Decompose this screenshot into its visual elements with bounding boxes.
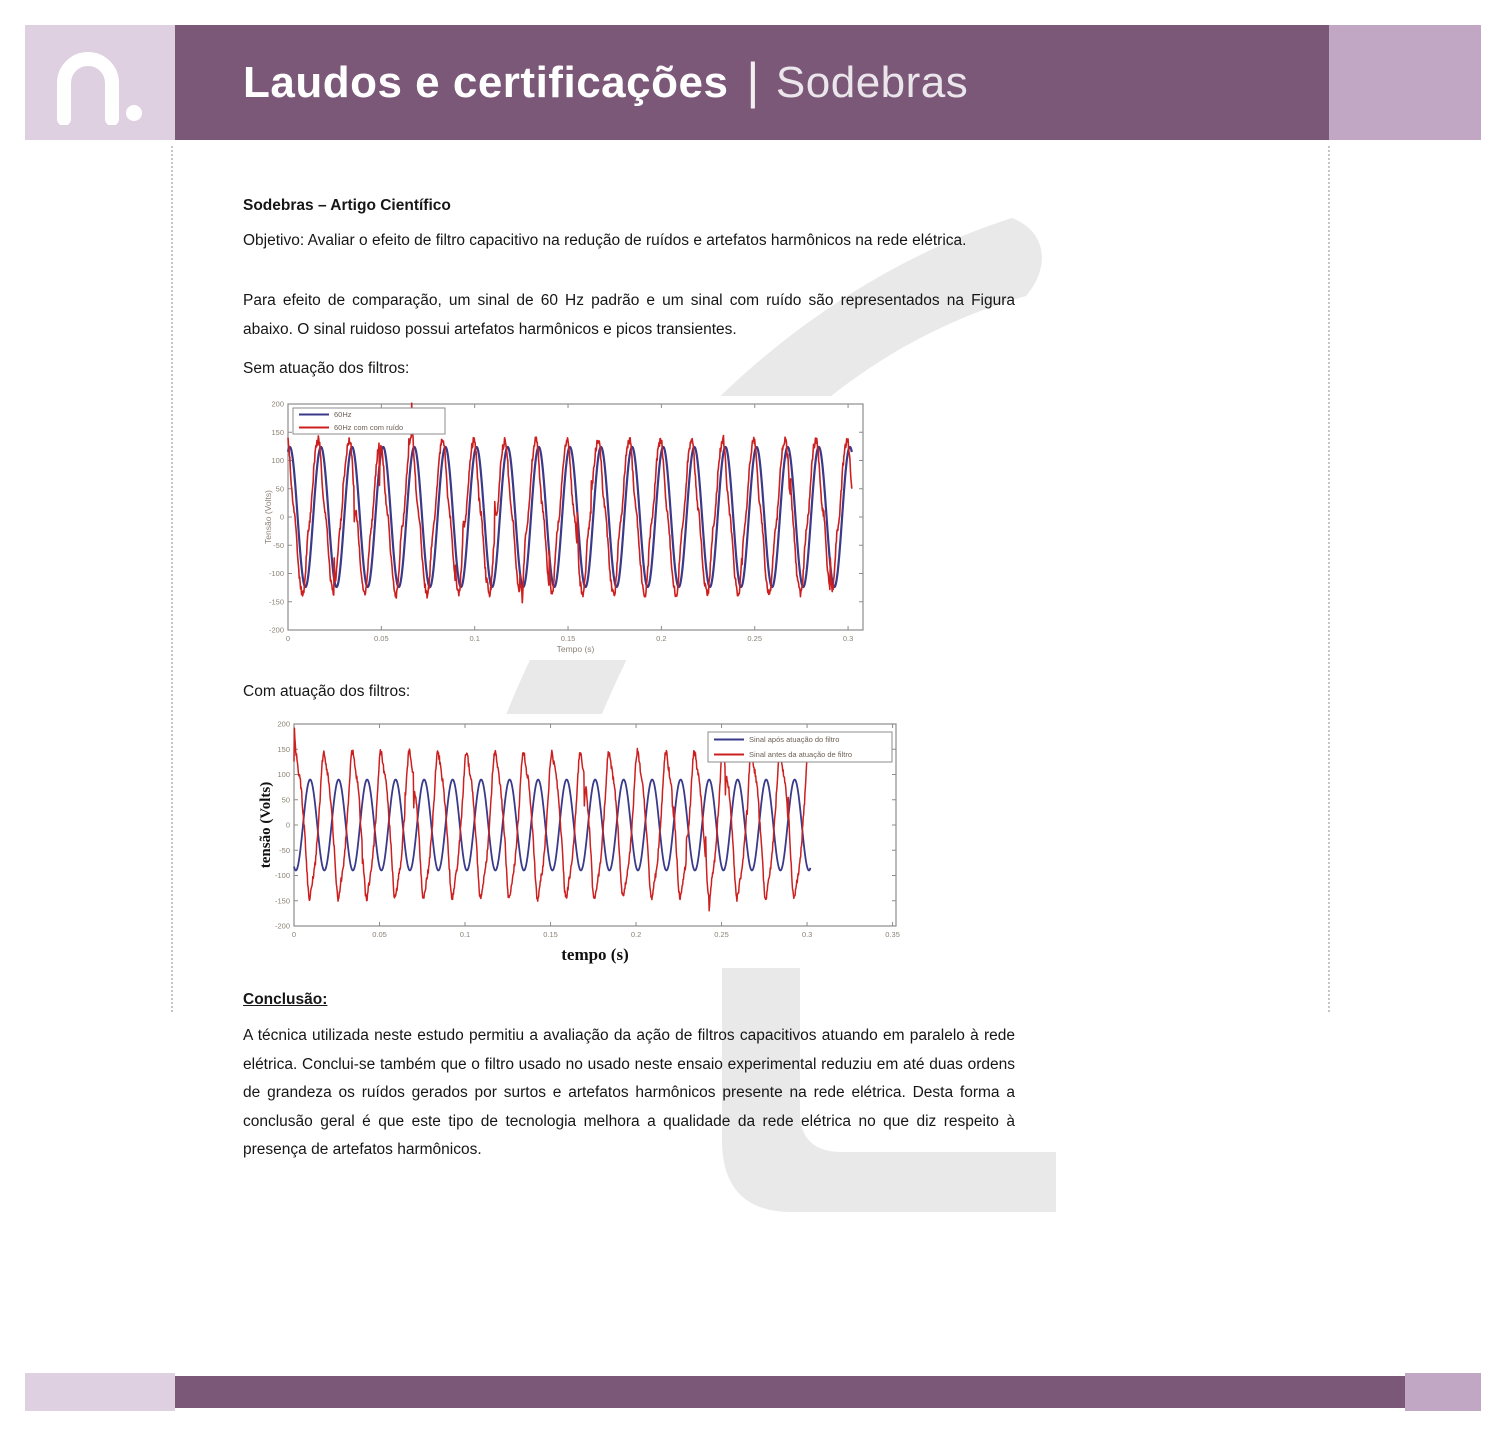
svg-text:0.25: 0.25 (747, 634, 763, 643)
page-title (243, 25, 968, 140)
svg-text:-50: -50 (279, 845, 290, 855)
svg-text:0: 0 (291, 930, 297, 939)
footer-right-block (1405, 1373, 1481, 1411)
svg-text:150: 150 (277, 744, 290, 754)
svg-text:100: 100 (277, 770, 290, 779)
brand-logo-n-icon (50, 45, 150, 125)
svg-text:0: 0 (285, 634, 291, 643)
svg-text:0.25: 0.25 (714, 930, 729, 939)
footer-band (175, 1376, 1405, 1408)
svg-text:-100: -100 (274, 871, 290, 880)
svg-text:0: 0 (279, 512, 284, 522)
page-title-sub: Sodebras (775, 57, 969, 107)
svg-text:0.2: 0.2 (630, 930, 642, 939)
svg-text:-150: -150 (274, 896, 290, 906)
svg-text:Tempo (s): Tempo (s) (556, 644, 595, 654)
paragraph-comparison: Para efeito de comparação, um sinal de 60 Hz padrão e um sinal com ruído são representados na Figura abaixo. O sinal ruidoso possui artefatos harmônicos e picos transientes. (243, 292, 1015, 338)
header-right-block (1329, 25, 1481, 140)
svg-text:tensão (Volts): tensão (Volts) (258, 781, 274, 869)
svg-text:200: 200 (271, 399, 284, 409)
svg-text:0.15: 0.15 (543, 930, 558, 939)
svg-text:-200: -200 (268, 625, 284, 635)
article-heading: Sodebras – Artigo Científico (243, 197, 451, 214)
chart-with-filters (256, 714, 908, 968)
svg-text:60Hz: 60Hz (334, 410, 352, 419)
page-title-main: Laudos e certificações (243, 57, 729, 107)
footer-left-block (25, 1373, 175, 1411)
svg-text:-100: -100 (268, 569, 284, 578)
svg-text:150: 150 (271, 427, 284, 437)
svg-text:tempo (s): tempo (s) (561, 945, 629, 964)
svg-text:0.2: 0.2 (656, 634, 667, 643)
svg-text:-150: -150 (268, 597, 284, 607)
svg-text:0.3: 0.3 (801, 930, 813, 939)
svg-text:100: 100 (271, 456, 284, 465)
svg-text:Tensão (Volts): Tensão (Volts) (263, 490, 273, 544)
chart-without-filters (262, 396, 878, 660)
conclusion-paragraph: A técnica utilizada neste estudo permitiu a avaliação da ação de filtros capacitivos atuando em paralelo à rede elétrica. Conclui-se também que o filtro usado no usado neste ensaio experimental reduziu em até duas ordens de grandeza os ruídos gerados por surtos e artefatos harmônicos presente na rede elétrica. Desta forma a conclusão geral é que este tipo de tecnologia melhora a qualidade da rede elétrica no que diz respeito à presença de artefatos harmônicos. (243, 1027, 1015, 1158)
svg-text:0.15: 0.15 (560, 634, 576, 643)
dotted-guide-left (171, 146, 173, 1012)
dotted-guide-right (1328, 146, 1330, 1012)
svg-text:-200: -200 (274, 921, 290, 931)
svg-text:0.35: 0.35 (885, 930, 900, 939)
svg-text:0.1: 0.1 (469, 634, 480, 643)
svg-text:Sinal antes da atuação de filt: Sinal antes da atuação de filtro (749, 750, 852, 759)
figure2-caption: Com atuação dos filtros: (243, 683, 411, 700)
svg-text:200: 200 (277, 719, 290, 729)
conclusion-heading: Conclusão: (243, 991, 328, 1008)
figure1-caption: Sem atuação dos filtros: (243, 360, 410, 377)
title-separator: | (746, 52, 760, 109)
svg-text:0.05: 0.05 (374, 634, 389, 643)
svg-text:Sinal após atuação do filtro: Sinal após atuação do filtro (749, 735, 840, 744)
svg-text:0.1: 0.1 (459, 930, 471, 939)
paragraph-objective: Objetivo: Avaliar o efeito de filtro capacitivo na redução de ruídos e artefatos harmônicos na rede elétrica. (243, 232, 967, 249)
svg-text:-50: -50 (273, 540, 284, 550)
svg-text:60Hz com com ruído: 60Hz com com ruído (334, 423, 404, 432)
svg-text:0: 0 (285, 820, 290, 830)
svg-text:0.3: 0.3 (842, 634, 854, 643)
svg-text:50: 50 (281, 795, 290, 805)
svg-text:0.05: 0.05 (372, 930, 387, 939)
svg-text:50: 50 (275, 484, 284, 494)
